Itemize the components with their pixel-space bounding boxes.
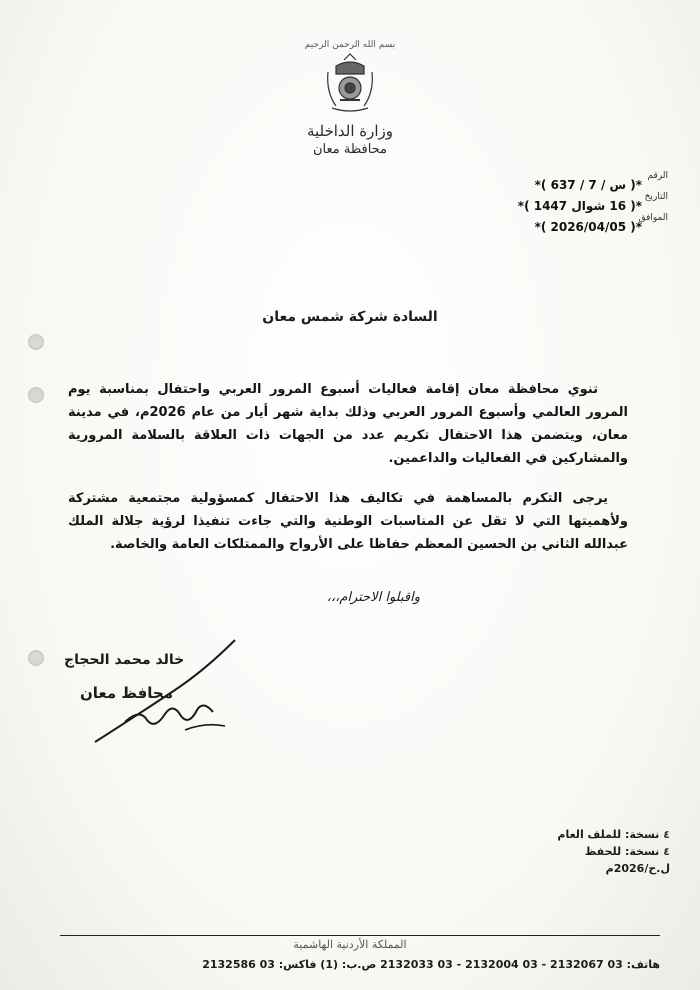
letterhead [290,40,410,157]
punch-hole [28,334,44,350]
ref-gregorian-date: *( 2026/04/05 )* [534,220,642,234]
body-paragraph: تنوي محافظة معان إقامة فعاليات أسبوع المرور العربي واحتفال بمناسبة يوم المرور العالمي وأسبوع المرور العربي وذلك بداية شهر أيار من عام 2026م، في مدينة معان، ويتضمن هذا الاحتفال تكريم عدد من الجهات ذات العلاقة بالسلامة المرورية والمشاركين في الفعاليات والداعمين. [68,382,629,466]
ref-number-value: *( س / 7 / 637 )* [534,178,642,192]
governorate-name: محافظة معان [312,142,388,157]
coat-of-arms-icon [322,52,378,118]
copy-line [557,826,670,843]
punch-hole [28,650,44,666]
ministry-name: وزارة الداخلية [306,122,394,140]
copy-line [557,843,670,860]
reference-block [508,172,668,235]
footer-contact: هاتف: 03 2132067 - 03 2132004 - 03 2132033 ص.ب: (1) فاكس: 03 2132586 [202,958,660,971]
addressee: السادة شركة شمس معان [262,309,438,325]
copy-marker: ٤ [663,845,670,858]
closing-salutation: واقبلوا الاحترام،،، [326,590,420,605]
ref-hijri-date: *( 16 شوال 1447 )* [517,199,642,213]
punch-hole [28,387,44,403]
signatory-title: محافظ معان [80,684,174,702]
ref-corresponding-label: الموافق [638,213,668,223]
basmala: بسم الله الرحمن الرحيم [304,40,396,50]
body-paragraph: يرجى التكرم بالمساهمة في تكاليف هذا الاحتفال كمسؤولية مجتمعية مشتركة ولأهميتها التي لا تقل عن المناسبات الوطنية والتي جاءت تنفيذا لرؤية جلالة الملك عبدالله الثاني بن الحسين المعظم حفاظا على الأرواح والممتلكات العامة والخاصة. [68,491,628,552]
copy-file: نسخة: للملف العام [557,828,660,841]
initials: ل.ح/2026م [605,862,670,875]
ref-date-label: التاريخ [644,192,668,202]
footer-kingdom: المملكة الأردنية الهاشمية [293,938,407,951]
copy-archive: نسخة: للحفظ [584,845,660,858]
footer-divider [60,935,660,936]
copy-marker: ٤ [663,828,670,841]
ref-number-label: الرقم [647,171,668,181]
signatory-name: خالد محمد الحجاج [64,652,185,668]
copies-block [557,826,670,877]
